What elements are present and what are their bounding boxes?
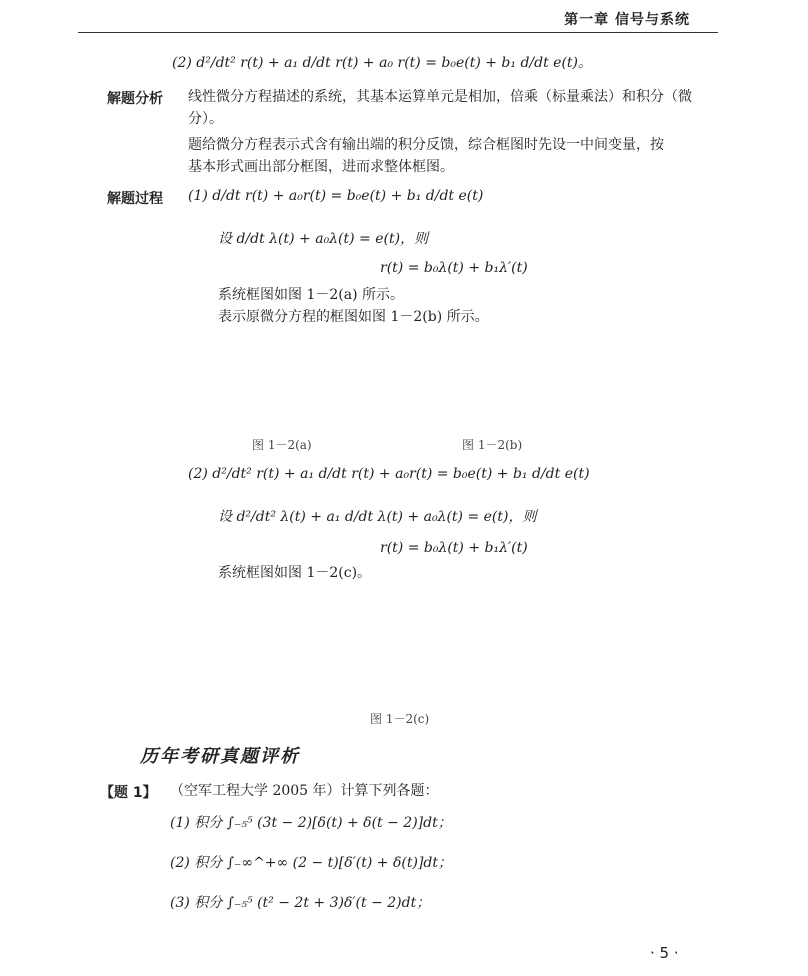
analysis-line-2: 分）。 [188, 111, 223, 127]
process-text-1: 系统框图如图 1－2(a) 所示。 [218, 287, 404, 303]
process-label: 解题过程 [107, 191, 163, 207]
process-eq-1: (1) d/dt r(t) + a₀r(t) = b₀e(t) + b₁ d/dt e(t) [188, 188, 484, 204]
header-rule [78, 32, 718, 33]
question-item-2: (2) 积分 ∫₋∞^+∞ (2 − t)[δ′(t) + δ(t)]dt； [170, 855, 453, 871]
analysis-line-1: 线性微分方程描述的系统，其基本运算单元是相加，倍乘（标量乘法）和积分（微 [188, 89, 692, 105]
process-text-2: 表示原微分方程的框图如图 1－2(b) 所示。 [218, 309, 489, 325]
figure-caption-c: 图 1－2(c) [370, 712, 430, 726]
analysis-line-4: 基本形式画出部分框图，进而求整体框图。 [188, 159, 454, 175]
analysis-line-3: 题给微分方程表示式含有输出端的积分反馈，综合框图时先设一中间变量，按 [188, 137, 664, 153]
section-title: 历年考研真题评析 [140, 746, 300, 767]
process-eq-5: 设 d²/dt² λ(t) + a₁ d/dt λ(t) + a₀λ(t) = e(t)，则 [218, 509, 537, 525]
process-eq-4: (2) d²/dt² r(t) + a₁ d/dt r(t) + a₀r(t) = b₀e(t) + b₁ d/dt e(t) [188, 466, 590, 482]
question-label: 【题 1】 [100, 785, 157, 801]
page-number: · 5 · [650, 944, 679, 962]
process-text-3: 系统框图如图 1－2(c)。 [218, 565, 372, 581]
process-eq-2: 设 d/dt λ(t) + a₀λ(t) = e(t)，则 [218, 231, 429, 247]
figure-caption-b: 图 1－2(b) [462, 438, 523, 452]
top-equation: (2) d²/dt² r(t) + a₁ d/dt r(t) + a₀ r(t) = b₀e(t) + b₁ d/dt e(t)。 [172, 55, 592, 71]
analysis-label: 解题分析 [107, 91, 163, 107]
process-eq-6: r(t) = b₀λ(t) + b₁λ′(t) [380, 540, 528, 556]
question-text: （空军工程大学 2005 年）计算下列各题： [170, 783, 439, 799]
chapter-header: 第一章 信号与系统 [564, 12, 690, 28]
question-item-1: (1) 积分 ∫₋₅⁵ (3t − 2)[δ(t) + δ(t − 2)]dt； [170, 815, 452, 831]
question-item-3: (3) 积分 ∫₋₅⁵ (t² − 2t + 3)δ′(t − 2)dt； [170, 895, 431, 911]
figure-caption-a: 图 1－2(a) [252, 438, 312, 452]
process-eq-3: r(t) = b₀λ(t) + b₁λ′(t) [380, 260, 528, 276]
